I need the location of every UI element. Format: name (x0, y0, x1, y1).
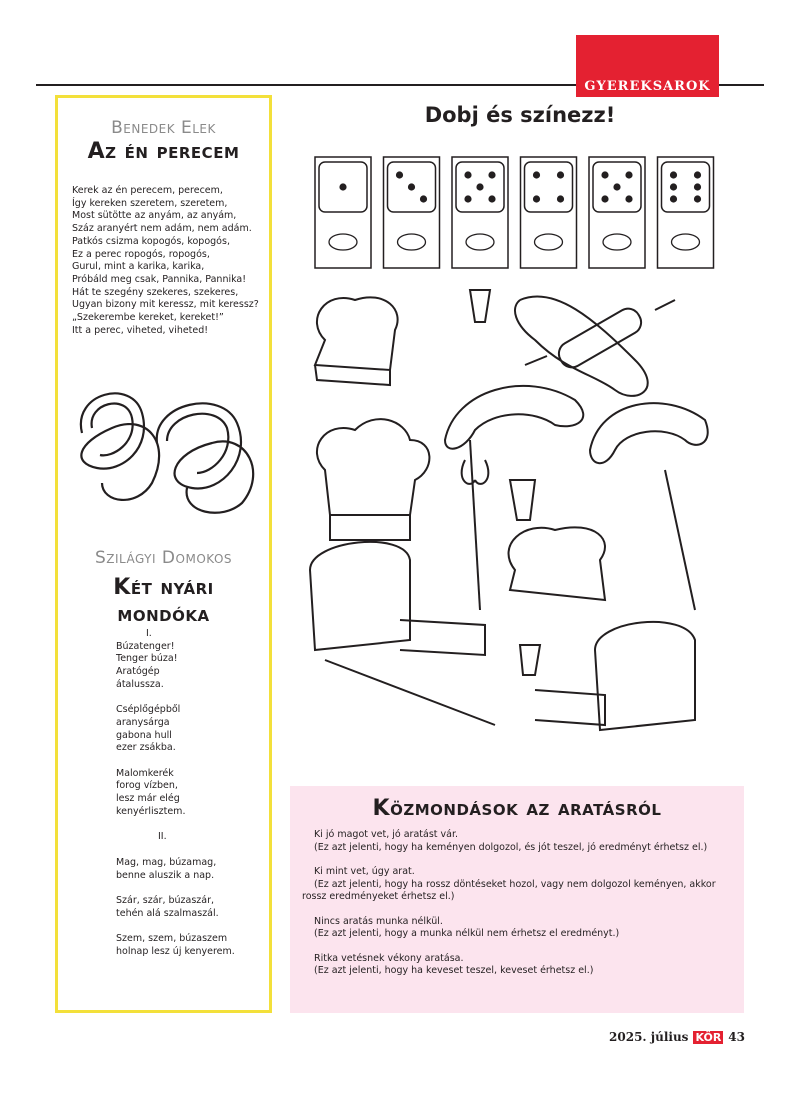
measuring-cup-2 (510, 480, 535, 520)
poem2-title-line2: mondóka (117, 602, 210, 627)
dice-card-croissant (452, 157, 508, 268)
magazine-logo: KÖR (695, 1030, 722, 1044)
bread-loaf-2 (535, 622, 695, 730)
proverb-meaning: (Ez azt jelenti, hogy ha keveset teszel, keveset érhetsz el.) (314, 965, 594, 976)
proverb-saying: Ritka vetésnek vékony aratása. (314, 952, 464, 964)
die-pip (670, 183, 677, 190)
die-pip (488, 171, 495, 178)
die-pip (464, 171, 471, 178)
die-pip (670, 195, 677, 202)
poem1-title: Az én perecem (87, 139, 240, 164)
poem2-title-line1: Két nyári (113, 575, 214, 600)
toast-illustration-2 (509, 527, 605, 600)
die-pip (476, 183, 483, 190)
measuring-cup-3 (520, 645, 540, 675)
die-pip (339, 183, 346, 190)
die-pip (464, 195, 471, 202)
proverb-saying: Ki jó magot vet, jó aratást vár. (314, 829, 459, 840)
wheat-1 (462, 440, 489, 610)
proverb-meaning: (Ez azt jelenti, hogy a munka nélkül nem érhetsz el eredményt.) (314, 928, 620, 939)
die-pip (625, 171, 632, 178)
page-number: 43 (728, 1030, 745, 1044)
proverb-item (302, 829, 734, 854)
die-pip (670, 171, 677, 178)
issue-date: 2025. július (609, 1030, 689, 1044)
poem2-stanzas1: Búzatenger! Tenger búza! Aratógép átalussza. Cséplőgépből aranysárga gabona hull ezer zsákba. Malomkerék forog vízben, lesz már elég kenyérlisztem. (116, 640, 186, 817)
coloring-illustrations (295, 280, 745, 780)
chef-hat (317, 419, 429, 540)
rolling-pin (515, 296, 675, 395)
poem1-text: Kerek az én perecem, perecem, Így kereken szeretem, szeretem, Most sütötte az anyám, az anyám, Száz aranyért nem adám, nem adám. Patkós csizma kopogós, kopogós, Ez a perec ropogós, ropogós, Gurul, mint a karika, karika, Próbáld meg csak, Pannika, Pannika! Hát te szegény szekeres, szekeres, Ugyan bizony mit keressz, mit keressz? „Szekerembe kereket, kereket!” Itt a perec, viheted, viheted! (72, 185, 259, 336)
dice-card-toast (658, 157, 714, 268)
section-label: GYEREKSAROK (584, 79, 711, 94)
die-pip (533, 171, 540, 178)
die-pip (601, 195, 608, 202)
proverb-item (302, 916, 734, 941)
proverb-item (302, 953, 734, 978)
poems-sidebar (55, 95, 272, 1013)
die-pip (613, 183, 620, 190)
proverbs-title: Közmondások az aratásról (372, 796, 662, 821)
die-pip (557, 195, 564, 202)
game-title: Dobj és színezz! (424, 103, 616, 127)
dice-cards (300, 150, 740, 275)
poem2-author: Szilágyi Domokos (94, 548, 233, 568)
die-pip (533, 195, 540, 202)
dice-card-chef-hat (384, 157, 440, 268)
die-pip (694, 195, 701, 202)
poem2-stanzas2: Mag, mag, búzamag, benne aluszik a nap. Szár, szár, búzaszár, tehén alá szalmaszál. Szem, szem, búzaszem holnap lesz új kenyerem. (116, 857, 235, 958)
die-pip (625, 195, 632, 202)
measuring-cup-1 (470, 290, 490, 322)
poem2-part2: II. (158, 830, 167, 842)
die-pip (601, 171, 608, 178)
die-pip (408, 183, 415, 190)
toast-illustration-1 (315, 297, 398, 385)
wheat-2 (665, 470, 695, 610)
proverb-meaning: (Ez azt jelenti, hogy ha keményen dolgozol, és jót teszel, jó eredményt érhetsz el.) (314, 841, 708, 853)
die-pip (488, 195, 495, 202)
croissant-2 (590, 403, 708, 463)
die-face (662, 162, 710, 212)
proverbs-box (290, 786, 744, 1013)
section-tag (576, 35, 719, 97)
proverb-meaning: (Ez azt jelenti, hogy ha rossz döntéseket hozol, vagy nem dolgozol keményen, akkor rossz eredményeket érhetsz el.) (302, 878, 716, 902)
wheat-3 (325, 660, 495, 725)
pretzel-illustration (62, 373, 272, 523)
die-pip (694, 171, 701, 178)
croissant-1 (445, 386, 583, 449)
die-pip (420, 195, 427, 202)
proverb-item (302, 866, 734, 904)
die-pip (396, 171, 403, 178)
die-pip (557, 171, 564, 178)
die-face (525, 162, 573, 212)
poem1-author: Benedek Elek (111, 118, 216, 138)
proverb-saying: Nincs aratás munka nélkül. (314, 915, 443, 927)
bread-loaf-1 (310, 542, 485, 655)
dice-card-rolling-pin (315, 157, 371, 268)
dice-card-wheat (521, 157, 577, 268)
poem2-part1: I. (146, 628, 152, 639)
page-footer (609, 1030, 745, 1044)
proverb-saying: Ki mint vet, úgy arat. (314, 866, 415, 877)
die-pip (694, 183, 701, 190)
dice-card-bread-loaf (589, 157, 645, 268)
